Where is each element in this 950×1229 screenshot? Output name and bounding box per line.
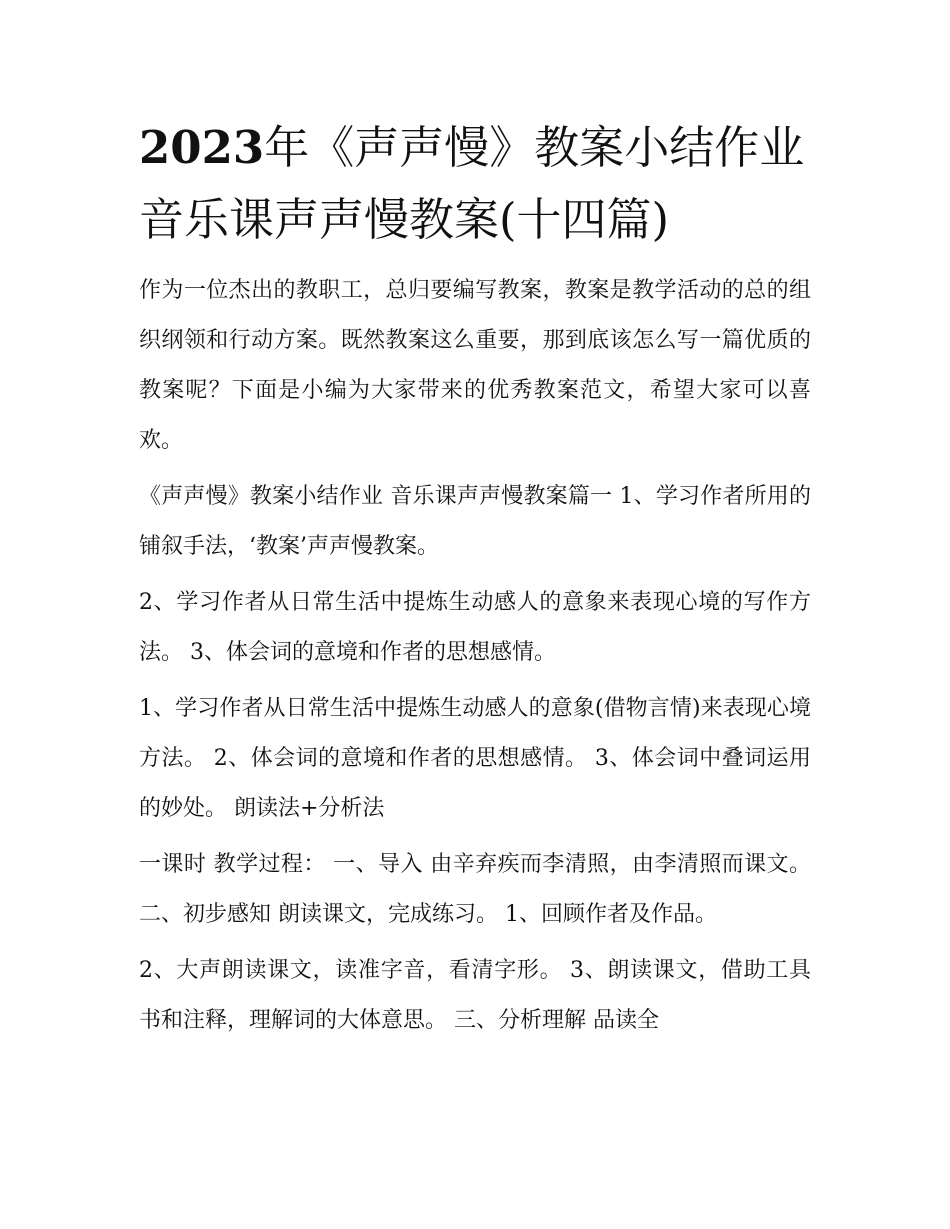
paragraph-goal-two: 2、学习作者从日常生活中提炼生动感人的意象来表现心境的写作方法。 3、体会词的意境和作者的思想感情。 — [139, 590, 811, 665]
title-year: 2023 — [139, 121, 265, 174]
title-text: 年《声声慢》教案小结作业 音乐课声声慢教案(十四篇) — [139, 121, 805, 246]
paragraph-reading: 2、大声朗读课文，读准字音，看清字形。 3、朗读课文，借助工具书和注释，理解词的大体意思。 三、分析理解 品读全 — [139, 958, 811, 1033]
paragraph-focus: 1、学习作者从日常生活中提炼生动感人的意象(借物言情)来表现心境方法。 2、体会词的意境和作者的思想感情。 3、体会词中叠词运用的妙处。 朗读法+分析法 — [139, 696, 811, 821]
paragraph-intro: 作为一位杰出的教职工，总归要编写教案，教案是教学活动的总的组织纲领和行动方案。既然教案这么重要，那到底该怎么写一篇优质的教案呢？下面是小编为大家带来的优秀教案范文，希望大家可以喜欢。 — [139, 278, 811, 453]
document-body — [139, 112, 811, 1052]
document-title — [139, 112, 811, 256]
paragraph-process: 一课时 教学过程： 一、导入 由辛弃疾而李清照，由李清照而课文。 二、初步感知 朗读课文，完成练习。 1、回顾作者及作品。 — [139, 852, 811, 927]
paragraph-section-one: 《声声慢》教案小结作业 音乐课声声慢教案篇一 1、学习作者所用的铺叙手法，‘教案’声声慢教案。 — [139, 484, 811, 559]
